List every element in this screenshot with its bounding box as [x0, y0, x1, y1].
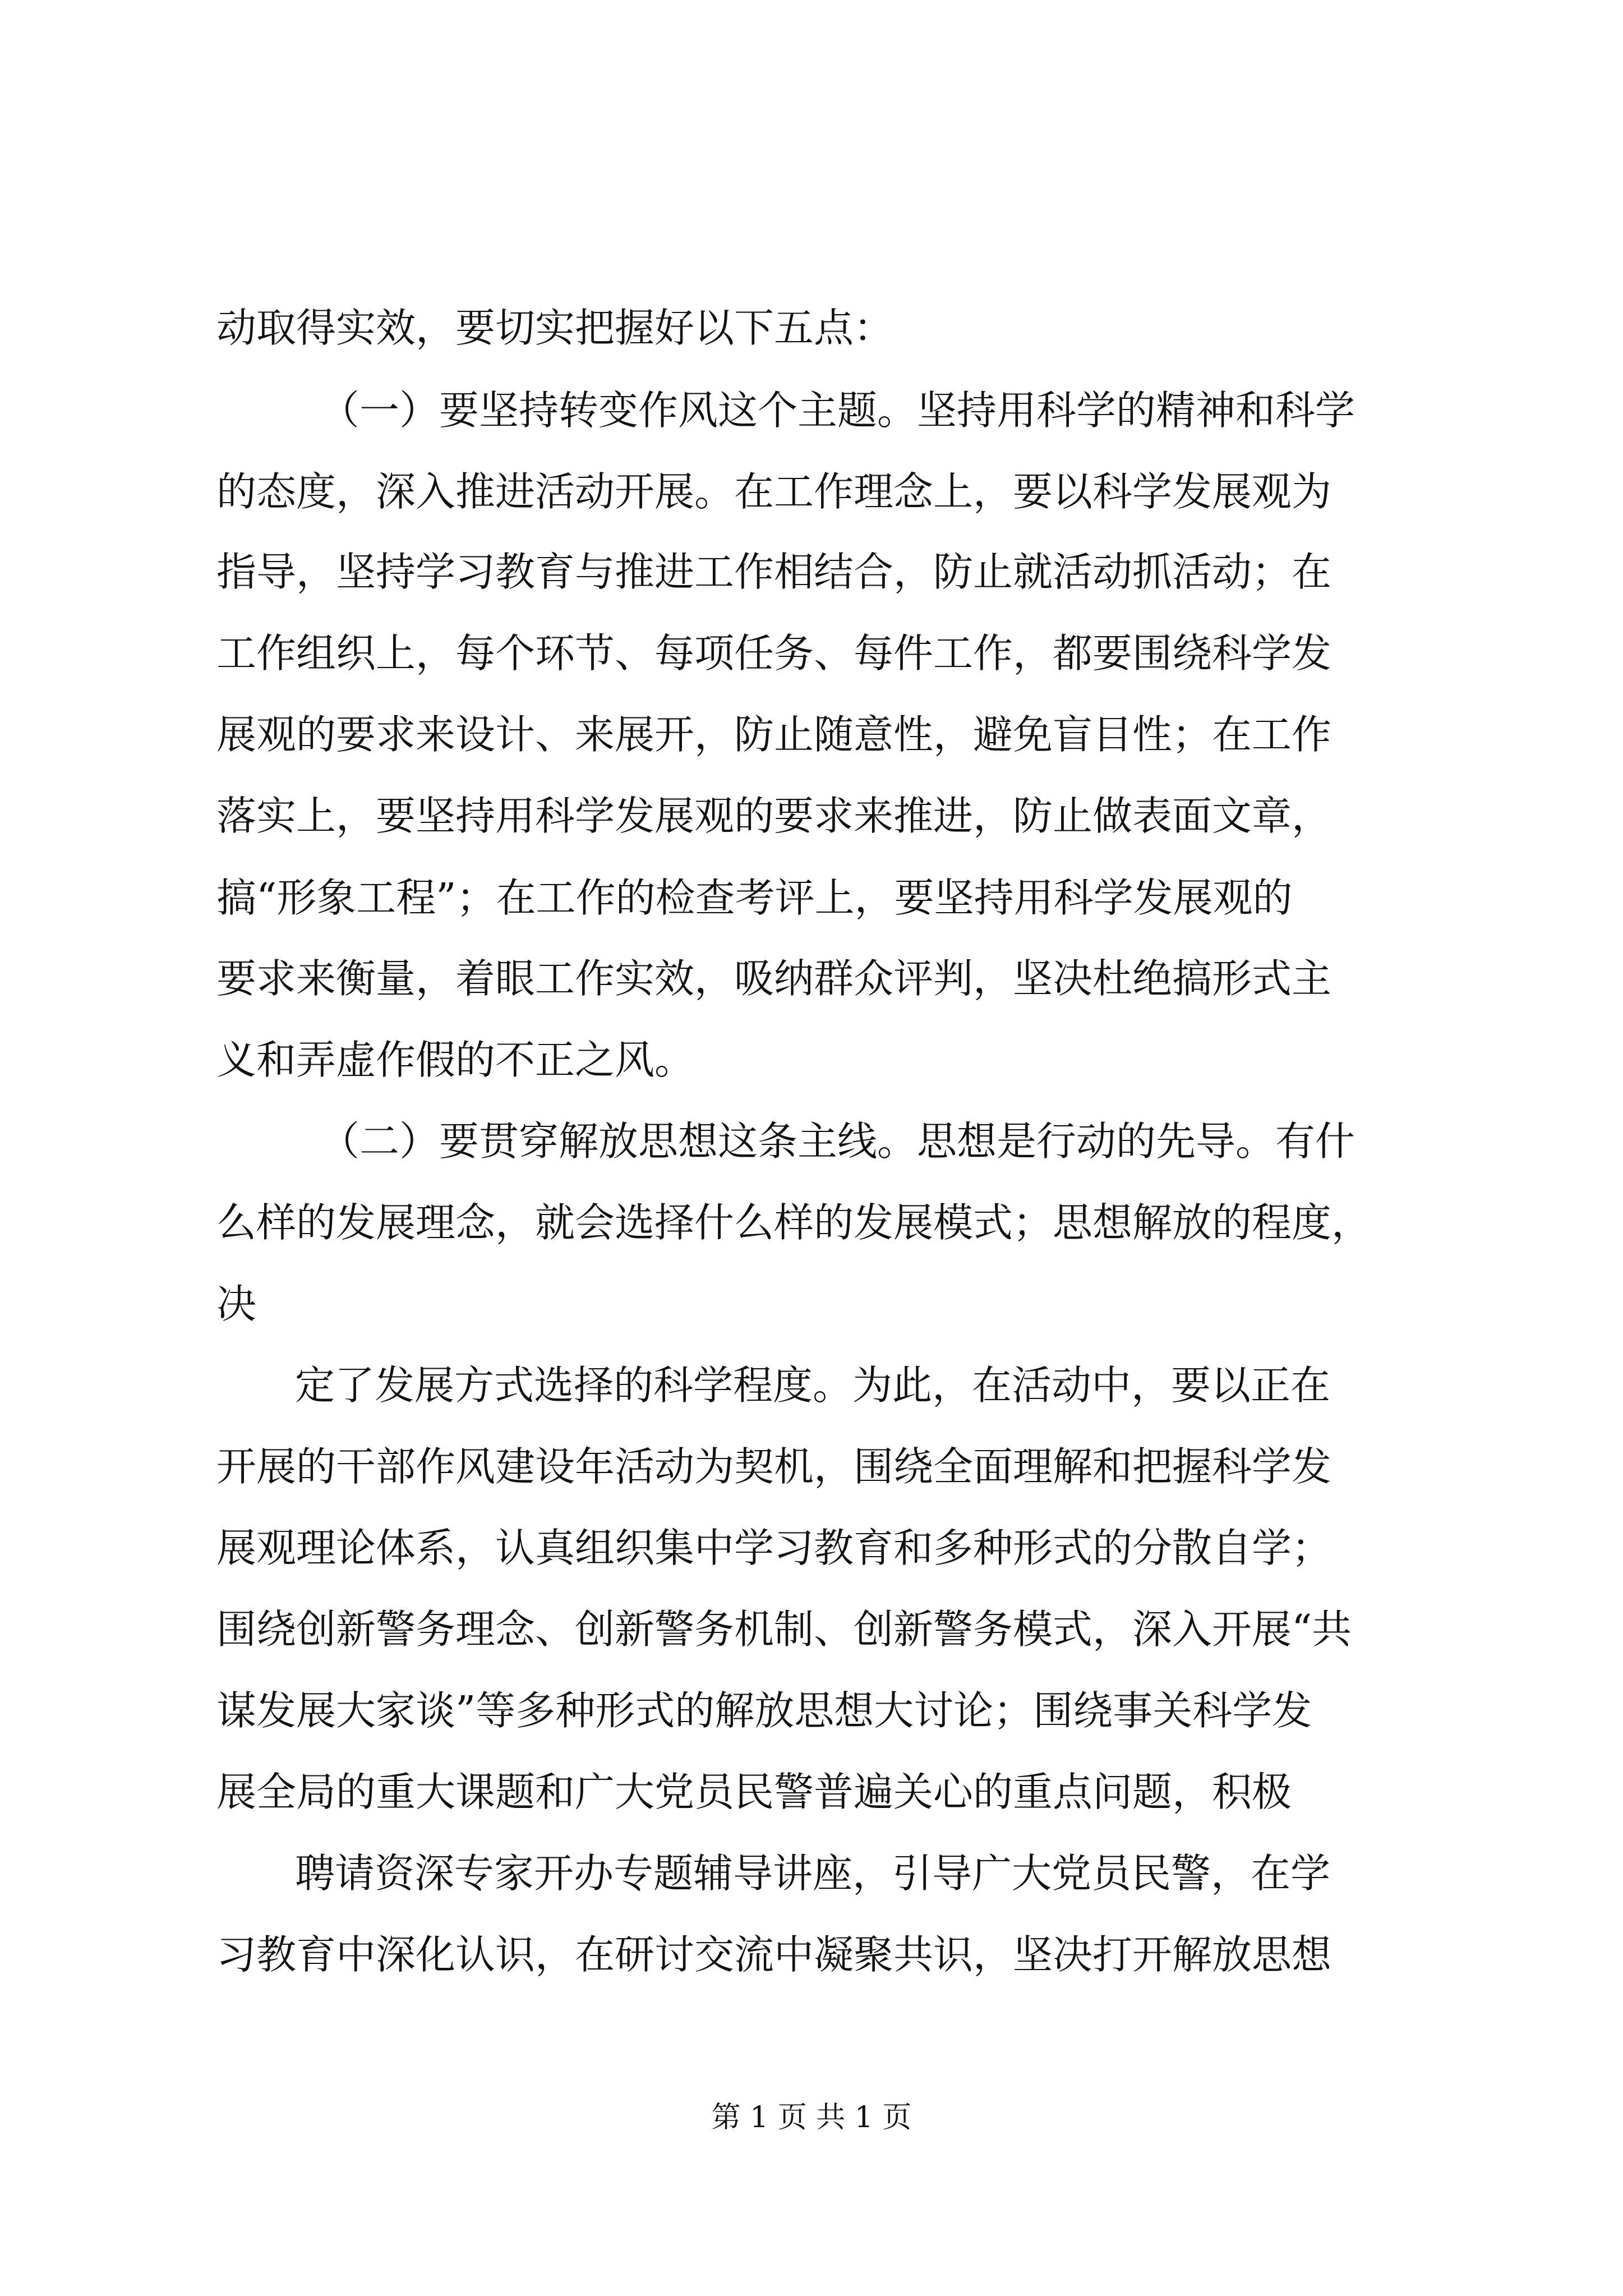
- text-line: 搞“形象工程”；在工作的检查考评上，要坚持用科学发展观的: [216, 875, 1293, 921]
- text-line: 工作组织上，每个环节、每项任务、每件工作，都要围绕科学发: [216, 630, 1332, 677]
- text-line: 展观理论体系，认真组织集中学习教育和多种形式的分散自学；: [216, 1525, 1332, 1571]
- text-line: 定了发展方式选择的科学程度。为此，在活动中，要以正在: [295, 1362, 1331, 1409]
- page-footer: [0, 2098, 1623, 2137]
- text-line: 么样的发展理念，就会选择什么样的发展模式；思想解放的程度，: [216, 1199, 1372, 1246]
- text-line: 动取得实效，要切实把握好以下五点：: [216, 305, 894, 351]
- text-line: 聘请资深专家开办专题辅导讲座，引导广大党员民警，在学: [295, 1850, 1331, 1897]
- text-line: 围绕创新警务理念、创新警务机制、创新警务模式，深入开展“共: [216, 1606, 1352, 1653]
- text-line: 落实上，要坚持用科学发展观的要求来推进，防止做表面文章，: [216, 793, 1332, 839]
- text-line: （二）要贯穿解放思想这条主线。思想是行动的先导。有什: [320, 1118, 1355, 1165]
- text-line: （一）要坚持转变作风这个主题。坚持用科学的精神和科学: [320, 387, 1355, 434]
- text-line: 开展的干部作风建设年活动为契机，围绕全面理解和把握科学发: [216, 1443, 1332, 1490]
- text-line: 决: [216, 1281, 257, 1327]
- text-line: 的态度，深入推进活动开展。在工作理念上，要以科学发展观为: [216, 468, 1332, 515]
- text-line: 义和弄虚作假的不正之风。: [216, 1037, 695, 1083]
- text-line: 展全局的重大课题和广大党员民警普遍关心的重点问题，积极: [216, 1769, 1292, 1815]
- page-number-label: 第 1 页 共 1 页: [711, 2101, 912, 2134]
- text-line: 习教育中深化认识，在研讨交流中凝聚共识，坚决打开解放思想: [216, 1931, 1332, 1978]
- text-line: 展观的要求来设计、来展开，防止随意性，避免盲目性；在工作: [216, 711, 1332, 758]
- text-line: 要求来衡量，着眼工作实效，吸纳群众评判，坚决杜绝搞形式主: [216, 955, 1332, 1002]
- text-line: 指导，坚持学习教育与推进工作相结合，防止就活动抓活动；在: [216, 549, 1332, 595]
- text-line: 谋发展大家谈”等多种形式的解放思想大讨论；围绕事关科学发: [216, 1687, 1312, 1734]
